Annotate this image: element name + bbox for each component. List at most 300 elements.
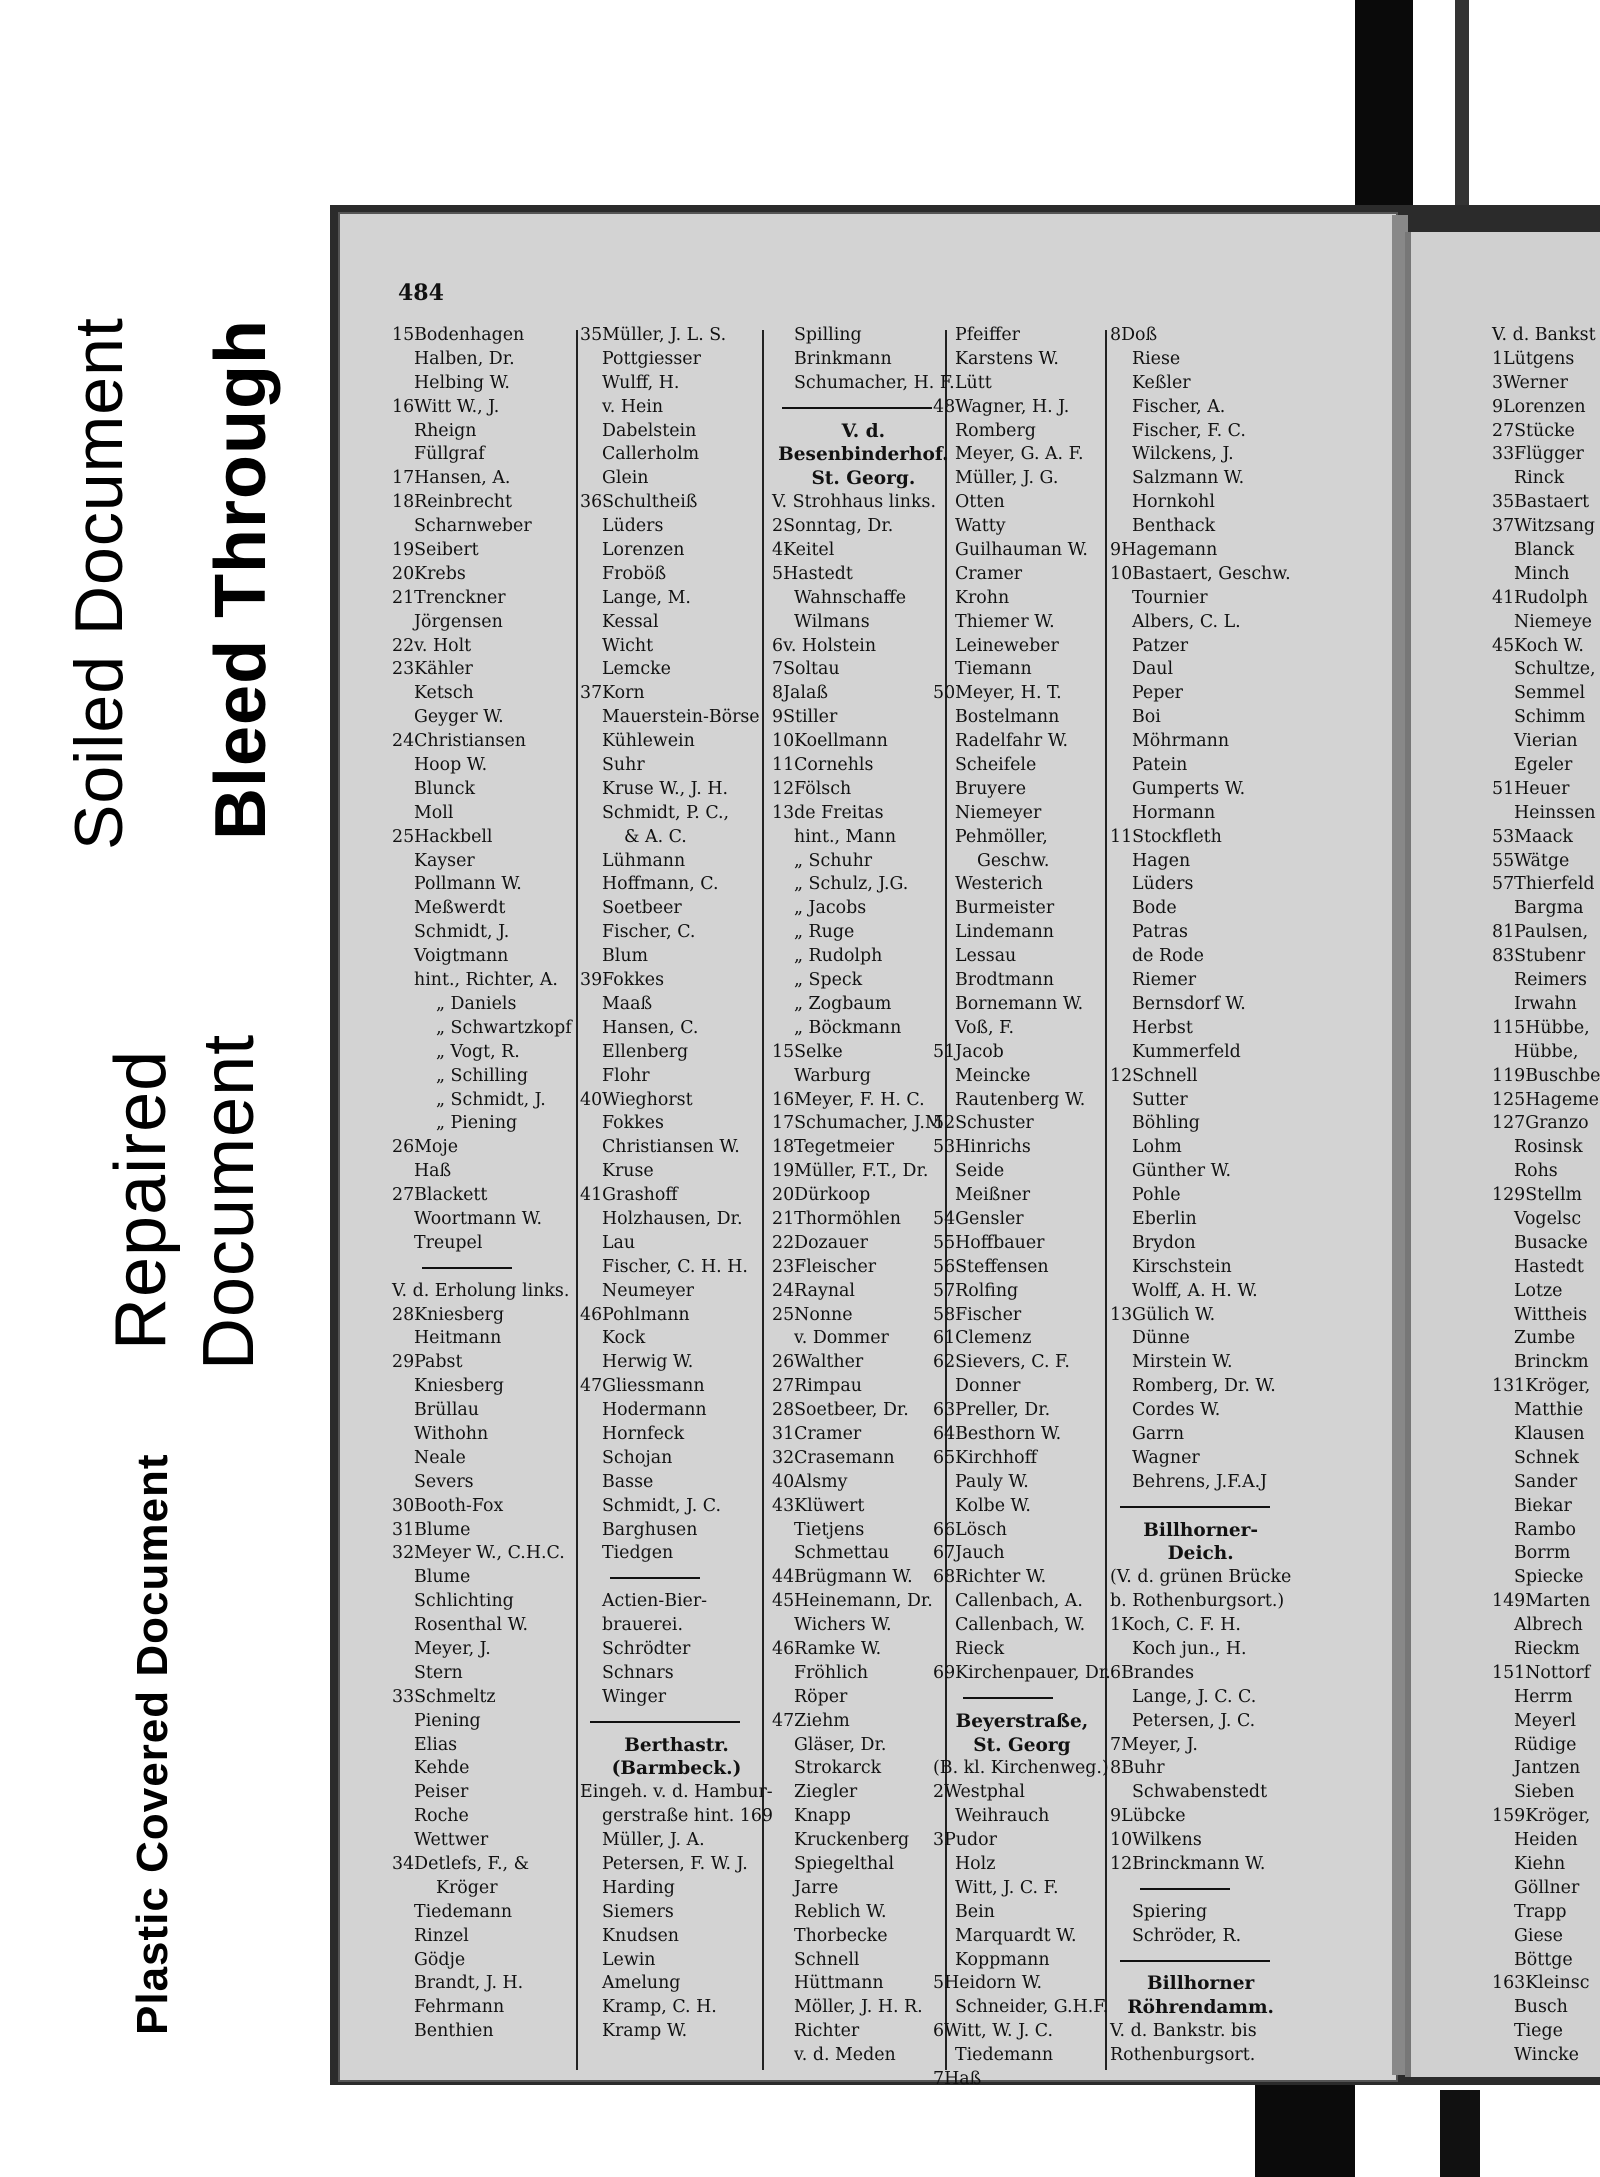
directory-entry: Kruckenberg <box>794 1830 910 1851</box>
directory-entry: 33Flügger <box>1492 444 1584 465</box>
directory-entry: Brüllau <box>414 1400 479 1421</box>
directory-entry: Roche <box>414 1806 469 1827</box>
directory-entry: Schmidt, J. C. <box>602 1495 721 1516</box>
directory-entry: V. Strohhaus links. <box>772 492 936 513</box>
directory-entry: Schmettau <box>794 1543 890 1564</box>
directory-entry: Gläser, Dr. <box>794 1734 887 1755</box>
directory-entry: Neumeyer <box>602 1280 694 1301</box>
directory-entry: Guilhauman W. <box>955 540 1088 561</box>
directory-entry: V. d. Bankst <box>1492 325 1596 345</box>
directory-entry: Petersen, J. C. <box>1132 1710 1256 1731</box>
directory-entry: 23Fleischer <box>772 1256 877 1277</box>
directory-entry: Woortmann W. <box>414 1208 543 1229</box>
directory-entry: Fehrmann <box>414 1997 505 2018</box>
directory-entry: Mirstein W. <box>1132 1352 1233 1373</box>
directory-entry: 67Jauch <box>933 1543 1005 1564</box>
directory-entry: 37Korn <box>580 683 645 704</box>
directory-entry: Peiser <box>414 1782 469 1803</box>
directory-entry: Fokkes <box>602 1113 664 1134</box>
directory-entry: Helbing W. <box>414 372 510 393</box>
directory-entry: 15Selke <box>772 1041 843 1062</box>
directory-entry: 1Koch, C. F. H. <box>1110 1615 1241 1636</box>
directory-entry: Kehde <box>414 1758 470 1779</box>
directory-entry: 119Buschbe <box>1492 1065 1600 1086</box>
directory-entry: Lüders <box>602 516 664 537</box>
directory-entry: Müller, J. G. <box>955 468 1059 489</box>
directory-entry: 3Werner <box>1492 372 1568 393</box>
directory-entry: 20Dürkoop <box>772 1185 871 1206</box>
directory-entry: Keßler <box>1132 372 1191 393</box>
directory-entry: Behrens, J.F.A.J <box>1132 1471 1268 1492</box>
directory-entry: Hornfeck <box>602 1423 685 1444</box>
directory-entry: Burmeister <box>955 898 1055 919</box>
directory-entry: Tournier <box>1132 587 1208 608</box>
directory-entry: Egeler <box>1514 755 1573 776</box>
directory-entry: 10Koellmann <box>772 731 888 752</box>
directory-entry: Fischer, C. <box>602 922 696 943</box>
directory-entry: Wagner <box>1132 1447 1200 1468</box>
directory-entry: 9Lübcke <box>1110 1806 1186 1827</box>
directory-entry: Wolff, A. H. W. <box>1132 1280 1258 1301</box>
directory-entry: Rosenthal W. <box>414 1615 528 1636</box>
column-5 <box>1110 324 1291 2068</box>
directory-entry: Lange, J. C. C. <box>1132 1686 1257 1707</box>
directory-entry: Tiege <box>1514 2021 1563 2042</box>
directory-entry: Böhling <box>1132 1113 1200 1134</box>
directory-entry: 57Rolfing <box>933 1280 1019 1301</box>
directory-entry: 22v. Holt <box>392 635 472 656</box>
directory-entry: Pauly W. <box>955 1471 1029 1492</box>
directory-entry: Lessau <box>955 946 1017 967</box>
label-plastic-covered: Plastic Covered Document <box>128 1453 177 2035</box>
directory-entry: Heinssen <box>1514 802 1596 823</box>
directory-entry: Elias <box>414 1734 458 1755</box>
directory-entry: Benthien <box>414 2021 494 2042</box>
directory-entry: Vogelsc <box>1514 1208 1582 1229</box>
directory-entry: 83Stubenr <box>1492 946 1586 967</box>
directory-entry: Winger <box>602 1686 667 1707</box>
directory-entry: Kruse W., J. H. <box>602 778 729 799</box>
directory-entry: Lindemann <box>955 922 1054 943</box>
directory-entry: 37Witzsang <box>1492 516 1596 537</box>
directory-entry: 66Lösch <box>933 1519 1008 1540</box>
directory-entry: Meyer, J. <box>414 1638 491 1659</box>
directory-entry: 125Hageme <box>1492 1089 1599 1110</box>
directory-entry: Pehmöller, <box>955 826 1048 847</box>
directory-entry: Lange, M. <box>602 587 691 608</box>
directory-entry: Krohn <box>955 587 1010 608</box>
directory-entry: 7Soltau <box>772 659 840 680</box>
column-rule <box>576 330 578 2070</box>
directory-entry: 57Thierfeld <box>1492 874 1595 895</box>
directory-entry: Böttge <box>1514 1949 1573 1970</box>
directory-entry: Maaß <box>602 993 653 1014</box>
directory-entry: „ Schulz, J.G. <box>794 874 909 895</box>
directory-entry: Borrm <box>1514 1543 1571 1564</box>
directory-entry: 12Fölsch <box>772 778 852 799</box>
directory-entry: Weihrauch <box>955 1806 1050 1827</box>
directory-entry: 8Doß <box>1110 325 1158 345</box>
directory-entry: 30Booth-Fox <box>392 1495 504 1516</box>
directory-entry: Rieck <box>955 1638 1005 1659</box>
directory-entry: Schneider, G.H.F. <box>955 1997 1109 2018</box>
directory-entry: Niemeyer <box>955 802 1042 823</box>
directory-entry: 6Brandes <box>1110 1662 1195 1683</box>
directory-entry: Semmel <box>1514 683 1586 704</box>
directory-entry: Meincke <box>955 1065 1031 1086</box>
binder-strip-bottom <box>1255 2085 1355 2177</box>
directory-entry: Actien-Bier- <box>602 1591 708 1612</box>
section-rule <box>580 1566 773 1590</box>
directory-entry: 26Moje <box>392 1137 459 1158</box>
directory-entry: Barghusen <box>602 1519 698 1540</box>
directory-entry: Schmidt, J. <box>414 922 510 943</box>
directory-entry: 68Richter W. <box>933 1567 1047 1588</box>
directory-entry: Soetbeer <box>602 898 682 919</box>
directory-entry: Dünne <box>1132 1328 1190 1349</box>
directory-entry: v. d. Meden <box>794 2045 896 2066</box>
directory-entry: Brandt, J. H. <box>414 1973 524 1994</box>
directory-entry: Hodermann <box>602 1400 707 1421</box>
directory-entry: Lüders <box>1132 874 1194 895</box>
directory-entry: 18Tegetmeier <box>772 1137 895 1158</box>
directory-entry: 115Hübbe, <box>1492 1017 1590 1038</box>
directory-entry: Petersen, F. W. J. <box>602 1854 748 1874</box>
directory-entry: 65Kirchhoff <box>933 1447 1037 1468</box>
directory-entry: Wincke <box>1514 2045 1579 2066</box>
directory-entry: Rothenburgsort. <box>1110 2045 1256 2066</box>
directory-entry: 15Bodenhagen <box>392 325 525 345</box>
directory-entry: 32Crasemann <box>772 1447 895 1468</box>
directory-entry: Holzhausen, Dr. <box>602 1208 743 1229</box>
directory-entry: Wicht <box>602 635 654 656</box>
directory-entry: Brydon <box>1132 1232 1196 1253</box>
directory-entry: Wilckens, J. <box>1132 444 1234 465</box>
directory-entry: Cramer <box>955 563 1023 584</box>
directory-entry: Richter <box>794 2021 860 2042</box>
directory-entry: Callenbach, W. <box>955 1615 1086 1636</box>
directory-entry: Giese <box>1514 1925 1563 1946</box>
directory-entry: Glein <box>602 468 649 489</box>
directory-entry: Niemeye <box>1514 611 1592 632</box>
directory-entry: Rautenberg W. <box>955 1089 1086 1110</box>
directory-entry: Schumacher, H. F. <box>794 372 955 393</box>
directory-entry: Scheifele <box>955 755 1037 776</box>
directory-entry: Ziegler <box>794 1782 858 1803</box>
directory-entry: 45Heinemann, Dr. <box>772 1591 933 1612</box>
directory-entry: Schnell <box>794 1949 860 1970</box>
directory-entry: 24Raynal <box>772 1280 855 1301</box>
directory-entry: Busch <box>1514 1997 1568 2018</box>
directory-entry: Schimm <box>1514 707 1586 728</box>
directory-entry: Busacke <box>1514 1232 1588 1253</box>
directory-entry: Müller, J. A. <box>602 1830 705 1851</box>
directory-entry: 19Müller, F.T., Dr. <box>772 1161 929 1182</box>
binder-strip <box>1355 0 1413 235</box>
section-rule <box>1110 1949 1291 1973</box>
directory-entry: & A. C. <box>624 826 687 847</box>
directory-entry: Salzmann W. <box>1132 468 1245 489</box>
directory-entry: 31Cramer <box>772 1423 862 1444</box>
label-soiled: Soiled Document <box>61 317 137 850</box>
directory-entry: Schnars <box>602 1662 674 1683</box>
column-1 <box>392 324 572 2044</box>
directory-entry: Jantzen <box>1514 1758 1581 1779</box>
directory-entry: 21Thormöhlen <box>772 1208 901 1229</box>
directory-entry: Hoop W. <box>414 755 488 776</box>
directory-entry: 8Jalaß <box>772 683 828 704</box>
directory-entry: „ Jacobs <box>794 898 867 919</box>
directory-entry: Fischer, A. <box>1132 396 1226 417</box>
directory-entry: 43Klüwert <box>772 1495 865 1516</box>
directory-entry: Möhrmann <box>1132 731 1230 752</box>
directory-entry: 48Wagner, H. J. <box>933 396 1070 417</box>
directory-entry: hint., Mann <box>794 826 897 847</box>
directory-entry: Spilling <box>794 325 862 345</box>
directory-entry: Kröger <box>436 1877 498 1898</box>
directory-entry: Pollmann W. <box>414 874 522 895</box>
directory-entry: Hagen <box>1132 850 1191 871</box>
directory-entry: Wichers W. <box>794 1615 892 1636</box>
directory-entry: Voigtmann <box>414 946 509 967</box>
directory-entry: Romberg <box>955 420 1036 441</box>
directory-entry: Scharnweber <box>414 516 532 537</box>
directory-entry: Lohm <box>1132 1137 1182 1158</box>
directory-entry: Blunck <box>414 778 476 799</box>
directory-entry: 9Hagemann <box>1110 540 1218 561</box>
directory-entry: Thiemer W. <box>955 611 1055 632</box>
directory-entry: Bein <box>955 1901 995 1922</box>
directory-entry: 12Schnell <box>1110 1065 1198 1086</box>
directory-entry: Wulff, H. <box>602 372 680 393</box>
directory-entry: Blum <box>602 946 649 967</box>
directory-entry: Kruse <box>602 1161 654 1182</box>
directory-entry: Rheign <box>414 420 477 441</box>
directory-entry: 54Gensler <box>933 1208 1024 1229</box>
directory-entry: Lemcke <box>602 659 671 680</box>
directory-entry: Tietjens <box>794 1519 865 1540</box>
column-3 <box>772 324 955 2068</box>
street-heading: Billhorner <box>1147 1973 1255 1995</box>
directory-entry: 10Wilkens <box>1110 1830 1202 1851</box>
directory-entry: 13Gülich W. <box>1110 1304 1216 1325</box>
directory-entry: Hansen, C. <box>602 1017 699 1038</box>
directory-entry: (V. d. grünen Brücke <box>1110 1567 1292 1588</box>
directory-entry: 149Marten <box>1492 1591 1591 1612</box>
directory-entry: 20Krebs <box>392 563 466 584</box>
directory-entry: 45Koch W. <box>1492 635 1584 656</box>
column-2 <box>580 324 773 2044</box>
directory-entry: gerstraße hint. 169 <box>602 1806 773 1827</box>
directory-entry: Mauerstein-Börse <box>602 707 760 728</box>
street-heading: V. d. <box>841 420 886 442</box>
directory-entry: 62Sievers, C. F. <box>933 1352 1070 1373</box>
directory-entry: Suhr <box>602 755 645 776</box>
directory-entry: 4Keitel <box>772 540 835 561</box>
directory-entry: Meyerl <box>1514 1710 1577 1731</box>
directory-entry: Lotze <box>1514 1280 1563 1301</box>
directory-entry: 16Witt W., J. <box>392 396 500 417</box>
directory-entry: 29Pabst <box>392 1352 463 1373</box>
street-heading: Berthastr. <box>624 1734 729 1756</box>
directory-entry: 25Nonne <box>772 1304 853 1325</box>
directory-entry: Riemer <box>1132 970 1197 991</box>
directory-entry: Eberlin <box>1132 1208 1197 1229</box>
directory-entry: 25Hackbell <box>392 826 493 847</box>
directory-entry: Amelung <box>602 1973 681 1994</box>
section-rule <box>580 1710 773 1734</box>
directory-entry: 40Alsmy <box>772 1471 848 1492</box>
directory-entry: Sieben <box>1514 1782 1575 1803</box>
directory-entry: v. Hein <box>602 396 664 417</box>
directory-entry: Thorbecke <box>794 1925 888 1946</box>
directory-entry: Pottgiesser <box>602 348 701 369</box>
directory-entry: Severs <box>414 1471 474 1492</box>
directory-entry: Kock <box>602 1328 646 1349</box>
directory-entry: Schultze, <box>1514 659 1596 680</box>
directory-entry: Schlichting <box>414 1591 514 1612</box>
directory-entry: Ketsch <box>414 683 474 704</box>
directory-entry: Zumbe <box>1514 1328 1576 1349</box>
directory-entry: „ Schwartzkopf <box>436 1017 572 1038</box>
street-heading: Besenbinderhof. <box>778 444 949 466</box>
directory-entry: Lütt <box>955 372 992 393</box>
directory-entry: Heiden <box>1514 1830 1578 1851</box>
directory-entry: Irwahn <box>1514 993 1577 1014</box>
directory-entry: Froböß <box>602 563 667 584</box>
directory-entry: Schröder, R. <box>1132 1925 1242 1946</box>
directory-entry: Tiedemann <box>955 2045 1054 2066</box>
directory-entry: Blume <box>414 1567 471 1588</box>
directory-entry: Minch <box>1514 563 1570 584</box>
directory-entry: 34Detlefs, F., & <box>392 1854 530 1874</box>
directory-entry: Otten <box>955 492 1005 513</box>
label-repaired-document: Document <box>189 1033 269 1370</box>
directory-entry: Reblich W. <box>794 1901 887 1922</box>
directory-entry: Siemers <box>602 1901 674 1922</box>
directory-entry: 127Granzo <box>1492 1113 1589 1134</box>
directory-entry: Gumperts W. <box>1132 778 1246 799</box>
directory-entry: Göllner <box>1514 1877 1580 1898</box>
directory-entry: Flohr <box>602 1065 650 1086</box>
directory-entry: Sander <box>1514 1471 1578 1492</box>
directory-entry: Vierian <box>1514 731 1578 752</box>
directory-entry: „ Speck <box>794 970 863 991</box>
directory-entry: Rohs <box>1514 1161 1558 1182</box>
directory-entry: 55Hoffbauer <box>933 1232 1045 1253</box>
directory-entry: 27Blackett <box>392 1185 488 1206</box>
directory-entry: 24Christiansen <box>392 731 526 752</box>
directory-entry: Rinck <box>1514 468 1565 489</box>
directory-entry: Tiedgen <box>602 1543 674 1564</box>
directory-entry: Bernsdorf W. <box>1132 993 1246 1014</box>
directory-entry: „ Schilling <box>436 1065 528 1086</box>
street-heading: St. Georg. <box>811 468 916 490</box>
directory-entry: „ Schmidt, J. <box>436 1089 546 1110</box>
directory-entry: Herrm <box>1514 1686 1573 1707</box>
directory-entry: Kniesberg <box>414 1376 504 1397</box>
directory-entry: Matthie <box>1514 1400 1584 1421</box>
directory-entry: 16Meyer, F. H. C. <box>772 1089 925 1110</box>
directory-entry: Patein <box>1132 755 1188 776</box>
directory-entry: Kessal <box>602 611 659 632</box>
directory-entry: Rüdige <box>1514 1734 1577 1755</box>
directory-entry: 41Grashoff <box>580 1185 678 1206</box>
section-rule <box>933 1686 1111 1710</box>
directory-entry: Hastedt <box>1514 1256 1584 1277</box>
directory-entry: Hübbe, <box>1514 1041 1579 1062</box>
section-rule <box>772 396 955 420</box>
directory-entry: „ Zogbaum <box>794 993 892 1014</box>
directory-entry: Dabelstein <box>602 420 697 441</box>
directory-entry: 53Maack <box>1492 826 1573 847</box>
directory-entry: Holz <box>955 1854 996 1874</box>
directory-entry: Schmidt, P. C., <box>602 802 730 823</box>
directory-entry: Kolbe W. <box>955 1495 1031 1516</box>
directory-entry: 39Fokkes <box>580 970 665 991</box>
directory-entry: Kayser <box>414 850 475 871</box>
directory-entry: Fischer, F. C. <box>1132 420 1246 441</box>
directory-entry: Seide <box>955 1161 1005 1182</box>
directory-entry: Schwabenstedt <box>1132 1782 1268 1803</box>
directory-entry: 28Soetbeer, Dr. <box>772 1400 909 1421</box>
directory-entry: „ Rudolph <box>794 946 883 967</box>
directory-entry: Herwig W. <box>602 1352 694 1373</box>
directory-entry: 6Witt, W. J. C. <box>933 2021 1054 2042</box>
directory-entry: Warburg <box>794 1065 871 1086</box>
directory-entry: b. Rothenburgsort.) <box>1110 1591 1285 1612</box>
directory-entry: Voß, F. <box>955 1017 1014 1038</box>
directory-entry: 22Dozauer <box>772 1232 868 1253</box>
column-6-facing <box>1492 324 1600 2068</box>
directory-entry: Wahnschaffe <box>794 587 907 608</box>
directory-entry: 53Hinrichs <box>933 1137 1031 1158</box>
directory-entry: Westerich <box>955 874 1043 895</box>
directory-entry: 10Bastaert, Geschw. <box>1110 563 1291 584</box>
directory-entry: 35Bastaert <box>1492 492 1590 513</box>
directory-entry: Watty <box>955 516 1006 537</box>
directory-entry: 13de Freitas <box>772 802 884 823</box>
directory-entry: 46Pohlmann <box>580 1304 690 1325</box>
directory-entry: Hormann <box>1132 802 1216 823</box>
directory-entry: Patras <box>1132 922 1188 943</box>
street-heading: St. Georg <box>973 1734 1071 1756</box>
directory-entry: Withohn <box>414 1423 489 1444</box>
directory-entry: Schojan <box>602 1447 673 1468</box>
directory-entry: 58Fischer <box>933 1304 1022 1325</box>
directory-entry: Albers, C. L. <box>1132 611 1241 632</box>
directory-entry: 129Stellm <box>1492 1185 1583 1206</box>
directory-entry: Röper <box>794 1686 848 1707</box>
directory-entry: Daul <box>1132 659 1174 680</box>
directory-entry: 7Haß <box>933 2069 982 2090</box>
directory-entry: Garrn <box>1132 1423 1185 1444</box>
directory-entry: 33Schmeltz <box>392 1686 496 1707</box>
directory-entry: Peper <box>1132 683 1183 704</box>
directory-entry: Geyger W. <box>414 707 504 728</box>
directory-entry: 35Müller, J. L. S. <box>580 325 727 345</box>
directory-entry: 8Buhr <box>1110 1758 1165 1779</box>
section-rule <box>1110 1877 1291 1901</box>
directory-entry: Kramp, C. H. <box>602 1997 717 2018</box>
directory-entry: 131Kröger, <box>1492 1376 1591 1397</box>
directory-entry: Bornemann W. <box>955 993 1084 1014</box>
directory-entry: 28Kniesberg <box>392 1304 504 1325</box>
directory-entry: 11Cornehls <box>772 755 874 776</box>
directory-entry: Wettwer <box>414 1830 489 1851</box>
directory-entry: Füllgraf <box>414 444 485 465</box>
directory-entry: Jarre <box>794 1877 839 1898</box>
